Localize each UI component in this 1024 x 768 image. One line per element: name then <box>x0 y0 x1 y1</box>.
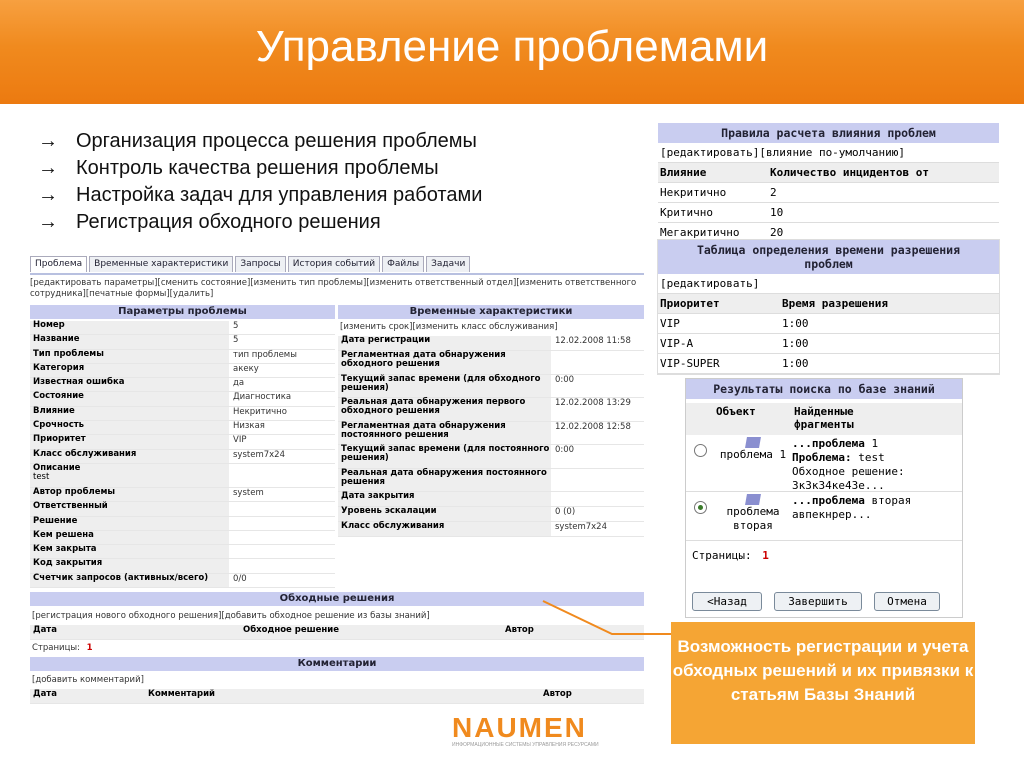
field-label: Ответственный <box>30 502 229 515</box>
field-value: VIP <box>233 435 247 446</box>
table-cell: VIP-SUPER <box>660 357 720 370</box>
tab-tasks[interactable]: Задачи <box>426 256 470 272</box>
field-label: Дата регистрации <box>338 336 551 350</box>
field-value: Низкая <box>233 421 265 432</box>
field-value: 12.02.2008 12:58 <box>555 421 631 432</box>
field-label: Решение <box>30 517 229 530</box>
field-label: Дата закрытия <box>338 492 551 506</box>
resolution-actions[interactable]: [редактировать] <box>658 274 999 294</box>
field-label: Приоритет <box>30 435 229 448</box>
connector-line <box>543 601 672 634</box>
field-label: Реальная дата обнаружения первого обходного решения <box>338 398 551 421</box>
cancel-button[interactable]: Отмена <box>874 592 940 611</box>
table-cell: 20 <box>770 226 784 239</box>
field-label: Счетчик запросов (активных/всего) <box>30 574 229 587</box>
field-label: Категория <box>30 364 229 377</box>
arrow-icon: → <box>38 157 58 179</box>
field-value: 0 (0) <box>555 507 576 517</box>
field-value: акеку <box>233 363 259 374</box>
back-button[interactable]: <Назад <box>692 592 762 611</box>
field-label: Текущий запас времени (для обходного решения) <box>338 375 551 398</box>
comments-actions[interactable]: [добавить комментарий] <box>32 675 144 685</box>
field-value: system <box>233 487 264 498</box>
field-value: тип проблемы <box>233 349 297 360</box>
field-label: Реальная дата обнаружения постоянного решения <box>338 469 551 492</box>
arrow-icon: → <box>38 184 58 206</box>
tab-files[interactable]: Файлы <box>382 256 424 272</box>
field-label: Состояние <box>30 392 229 405</box>
times-actions[interactable]: [изменить срок][изменить класс обслуживания] <box>340 322 558 332</box>
field-label: Класс обслуживания <box>30 450 229 463</box>
resolution-header: Таблица определения времени разрешения проблем <box>658 240 999 274</box>
table-cell: Некритично <box>660 186 727 199</box>
table-cell: VIP-A <box>660 337 694 350</box>
field-value: 12.02.2008 13:29 <box>555 398 631 408</box>
naumen-logo: NAUMEN <box>452 712 587 743</box>
comments-cols: Дата Комментарий Автор <box>30 689 644 704</box>
field-label: Текущий запас времени (для постоянного решения) <box>338 445 551 468</box>
field-value: 0:00 <box>555 374 575 385</box>
field-label: Кем закрыта <box>30 545 229 558</box>
kb-row[interactable]: проблема вторая ...проблема вторая авпекнрер... <box>686 492 962 541</box>
field-value: Диагностика <box>233 392 292 403</box>
field-label: Автор проблемы <box>30 488 229 501</box>
field-label: Срочность <box>30 421 229 434</box>
field-label: Регламентная дата обнаружения постоянного решения <box>338 422 551 445</box>
table-cell: 2 <box>770 186 777 199</box>
bullet-item: → Настройка задач для управления работами <box>38 182 482 209</box>
field-label: Известная ошибка <box>30 378 229 391</box>
workarounds-cols: Дата Обходное решение Автор <box>30 625 644 640</box>
field-label: Тип проблемы <box>30 350 229 363</box>
table-cell: VIP <box>660 317 680 330</box>
times-header: Временные характеристики <box>338 305 644 319</box>
workarounds-pager: Страницы: 1 <box>32 643 93 653</box>
bullet-item: → Регистрация обходного решения <box>38 209 482 236</box>
tab-problem[interactable]: Проблема <box>30 256 87 272</box>
kb-results-panel: Результаты поиска по базе знаний Объект Найденные фрагменты проблема 1 ...проблема 1 Проблема: test Обходное решение: 3к3к34ке43е... проблема вторая ...проблема вторая авпекнрер... Страницы: 1 <Назад Завершить Отмена <box>686 379 962 617</box>
field-label: Уровень эскалации <box>338 507 551 521</box>
kb-row[interactable]: проблема 1 ...проблема 1 Проблема: test Обходное решение: 3к3к34ке43е... <box>686 435 962 492</box>
table-cell: 10 <box>770 206 784 219</box>
table-cell: Критично <box>660 206 713 219</box>
field-label: Кем решена <box>30 531 229 544</box>
kb-header: Результаты поиска по базе знаний <box>686 379 962 399</box>
field-label: Номер <box>30 321 229 334</box>
problem-actions[interactable]: [редактировать параметры][сменить состояние][изменить тип проблемы][изменить ответственный отдел][изменить ответственного сотрудника][печатные формы][удалить] <box>30 278 637 299</box>
table-cell: 1:00 <box>782 337 809 350</box>
comments-header: Комментарии <box>30 657 644 671</box>
finish-button[interactable]: Завершить <box>774 592 862 611</box>
params-header: Параметры проблемы <box>30 305 335 319</box>
field-value: 5 <box>233 335 239 346</box>
tab-requests[interactable]: Запросы <box>235 256 285 272</box>
page-link[interactable]: 1 <box>86 643 93 653</box>
field-value: 5 <box>233 321 239 331</box>
impact-rules-panel: Правила расчета влияния проблем [редактировать][влияние по-умолчанию] Влияние Количество инцидентов от Некритично 2 Критично 10 Мегакритично 20 <box>658 123 999 243</box>
callout-box: Возможность регистрации и учета обходных решений и их привязки к статьям Базы Знаний <box>671 622 975 744</box>
bullet-item: → Организация процесса решения проблемы <box>38 128 482 155</box>
tab-history[interactable]: История событий <box>288 256 380 272</box>
field-value: 0/0 <box>233 573 247 584</box>
kb-pager: Страницы: 1 <box>692 549 769 562</box>
table-cell: 1:00 <box>782 357 809 370</box>
field-label: Название <box>30 335 229 348</box>
impact-header: Правила расчета влияния проблем <box>658 123 999 143</box>
field-label: Влияние <box>30 407 229 420</box>
page-title: Управление проблемами <box>255 22 769 71</box>
impact-actions[interactable]: [редактировать][влияние по-умолчанию] <box>658 143 999 163</box>
field-label: Класс обслуживания <box>338 522 551 536</box>
field-value: system7x24 <box>555 522 607 532</box>
workarounds-actions[interactable]: [регистрация нового обходного решения][добавить обходное решение из базы знаний] <box>32 611 430 621</box>
page-link[interactable]: 1 <box>762 549 769 562</box>
logo-subtitle: ИНФОРМАЦИОННЫЕ СИСТЕМЫ УПРАВЛЕНИЯ РЕСУРСАМИ <box>452 742 599 748</box>
workarounds-header: Обходные решения <box>30 592 644 606</box>
table-cell: Мегакритично <box>660 226 740 239</box>
field-value: Некритично <box>233 406 287 417</box>
field-value: 12.02.2008 11:58 <box>555 336 631 346</box>
arrow-icon: → <box>38 130 58 152</box>
bullet-item: → Контроль качества решения проблемы <box>38 155 482 182</box>
arrow-icon: → <box>38 211 58 233</box>
field-label: Регламентная дата обнаружения обходного решения <box>338 351 551 374</box>
table-cell: 1:00 <box>782 317 809 330</box>
field-label: Описание test <box>30 464 229 487</box>
field-label: Код закрытия <box>30 559 229 572</box>
field-value: system7x24 <box>233 449 285 460</box>
tab-time[interactable]: Временные характеристики <box>89 256 233 272</box>
field-value: да <box>233 378 245 389</box>
field-value: 0:00 <box>555 445 575 455</box>
resolution-panel: Таблица определения времени разрешения проблем [редактировать] Приоритет Время разрешения VIP 1:00 VIP-A 1:00 VIP-SUPER 1:00 <box>658 240 999 374</box>
